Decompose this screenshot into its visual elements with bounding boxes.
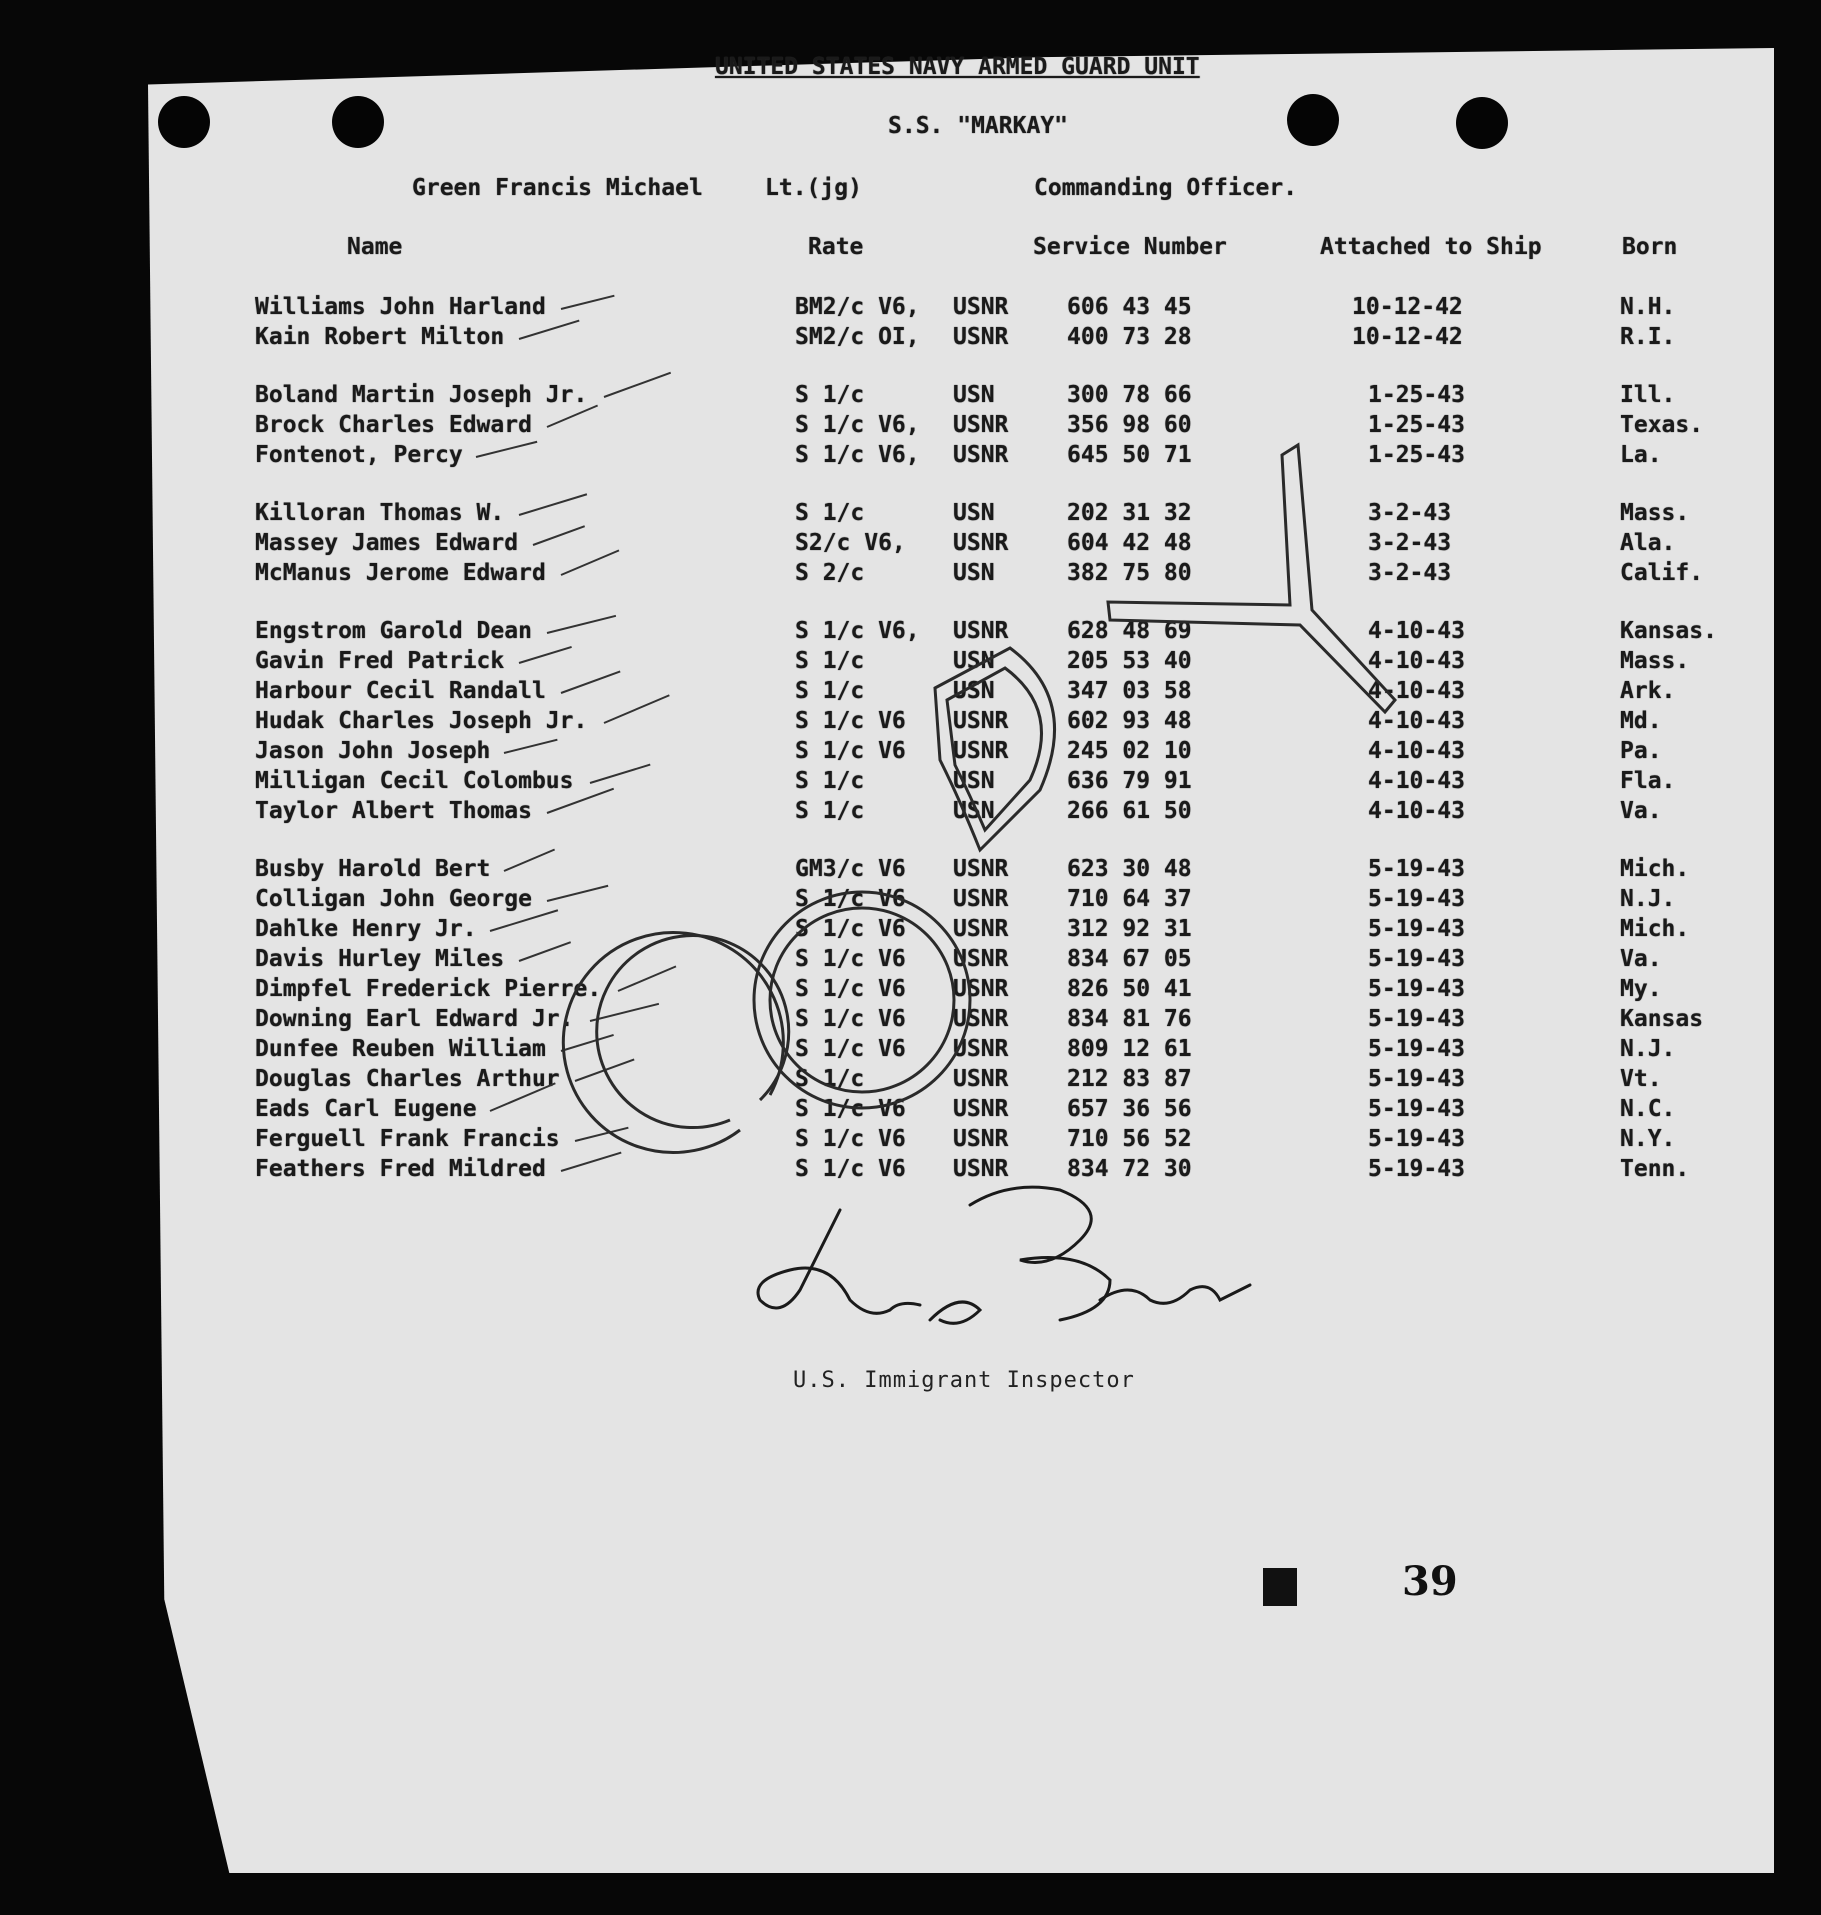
- signature-title: U.S. Immigrant Inspector: [793, 1368, 1135, 1393]
- row-rate: S 1/c V6: [795, 1036, 906, 1062]
- row-name: Hudak Charles Joseph Jr.: [255, 708, 588, 734]
- row-name: Taylor Albert Thomas: [255, 798, 532, 824]
- row-born: Kansas: [1620, 1006, 1704, 1032]
- row-name: Fontenot, Percy: [255, 442, 463, 468]
- row-branch: USNR: [953, 1126, 1009, 1152]
- column-header-rate: Rate: [808, 234, 864, 260]
- row-attached-date: 3-2-43: [1368, 530, 1452, 556]
- row-name: Colligan John George: [255, 886, 532, 912]
- row-name: Dimpfel Frederick Pierre.: [255, 976, 602, 1002]
- row-rate: S 1/c: [795, 648, 865, 674]
- row-service-number: 245 02 10: [1067, 738, 1192, 764]
- row-service-number: 710 56 52: [1067, 1126, 1192, 1152]
- row-attached-date: 1-25-43: [1368, 382, 1465, 408]
- row-branch: USNR: [953, 442, 1009, 468]
- row-name: Massey James Edward: [255, 530, 519, 556]
- row-attached-date: 5-19-43: [1368, 886, 1465, 912]
- row-service-number: 604 42 48: [1067, 530, 1192, 556]
- row-attached-date: 5-19-43: [1368, 1096, 1465, 1122]
- row-born: Pa.: [1620, 738, 1662, 764]
- row-branch: USNR: [953, 856, 1009, 882]
- row-name: Dunfee Reuben William: [255, 1036, 546, 1062]
- row-born: N.Y.: [1620, 1126, 1676, 1152]
- row-branch: USNR: [953, 708, 1009, 734]
- row-branch: USNR: [953, 946, 1009, 972]
- row-branch: USN: [953, 382, 995, 408]
- column-header-attached: Attached to Ship: [1320, 234, 1542, 260]
- row-born: Kansas.: [1620, 618, 1717, 644]
- row-service-number: 628 48 69: [1067, 618, 1192, 644]
- row-branch: USNR: [953, 738, 1009, 764]
- row-branch: USNR: [953, 1036, 1009, 1062]
- row-service-number: 834 67 05: [1067, 946, 1192, 972]
- ship-name: S.S. "MARKAY": [888, 113, 1069, 139]
- officer-rank: Lt.(jg): [765, 175, 862, 201]
- row-attached-date: 5-19-43: [1368, 946, 1465, 972]
- row-service-number: 657 36 56: [1067, 1096, 1192, 1122]
- row-name: Dahlke Henry Jr.: [255, 916, 477, 942]
- row-rate: S 1/c: [795, 798, 865, 824]
- row-service-number: 312 92 31: [1067, 916, 1192, 942]
- row-branch: USNR: [953, 1066, 1009, 1092]
- row-rate: GM3/c V6: [795, 856, 906, 882]
- row-born: R.I.: [1620, 324, 1676, 350]
- row-attached-date: 10-12-42: [1352, 294, 1463, 320]
- row-name: Downing Earl Edward Jr.: [255, 1006, 574, 1032]
- officer-name: Green Francis Michael: [412, 175, 703, 201]
- row-rate: S 1/c: [795, 1066, 865, 1092]
- row-branch: USN: [953, 798, 995, 824]
- row-born: Va.: [1620, 946, 1662, 972]
- row-service-number: 834 72 30: [1067, 1156, 1192, 1182]
- row-attached-date: 5-19-43: [1368, 1126, 1465, 1152]
- row-branch: USNR: [953, 1006, 1009, 1032]
- row-rate: S 1/c V6: [795, 976, 906, 1002]
- row-rate: S 1/c V6: [795, 1006, 906, 1032]
- row-branch: USN: [953, 500, 995, 526]
- row-rate: S 2/c: [795, 560, 865, 586]
- row-branch: USNR: [953, 1096, 1009, 1122]
- row-name: Kain Robert Milton: [255, 324, 505, 350]
- row-name: McManus Jerome Edward: [255, 560, 546, 586]
- row-rate: S 1/c V6,: [795, 618, 920, 644]
- unit-heading: UNITED STATES NAVY ARMED GUARD UNIT: [715, 54, 1200, 80]
- row-name: Feathers Fred Mildred: [255, 1156, 546, 1182]
- row-rate: S 1/c: [795, 382, 865, 408]
- page-number: 39: [1402, 1558, 1458, 1605]
- row-branch: USNR: [953, 294, 1009, 320]
- row-service-number: 602 93 48: [1067, 708, 1192, 734]
- row-service-number: 400 73 28: [1067, 324, 1192, 350]
- row-rate: S 1/c V6: [795, 886, 906, 912]
- row-attached-date: 5-19-43: [1368, 976, 1465, 1002]
- row-name: Williams John Harland: [255, 294, 546, 320]
- row-service-number: 623 30 48: [1067, 856, 1192, 882]
- row-attached-date: 4-10-43: [1368, 768, 1465, 794]
- row-born: La.: [1620, 442, 1662, 468]
- row-born: Fla.: [1620, 768, 1676, 794]
- row-branch: USN: [953, 768, 995, 794]
- row-branch: USN: [953, 648, 995, 674]
- row-born: Tenn.: [1620, 1156, 1690, 1182]
- row-attached-date: 4-10-43: [1368, 798, 1465, 824]
- row-attached-date: 3-2-43: [1368, 500, 1452, 526]
- row-rate: S2/c V6,: [795, 530, 906, 556]
- row-service-number: 205 53 40: [1067, 648, 1192, 674]
- row-branch: USNR: [953, 916, 1009, 942]
- row-attached-date: 1-25-43: [1368, 442, 1465, 468]
- row-branch: USNR: [953, 618, 1009, 644]
- row-name: Harbour Cecil Randall: [255, 678, 546, 704]
- row-branch: USNR: [953, 886, 1009, 912]
- row-name: Killoran Thomas W.: [255, 500, 505, 526]
- row-rate: S 1/c V6: [795, 1126, 906, 1152]
- officer-title: Commanding Officer.: [1034, 175, 1298, 201]
- row-attached-date: 4-10-43: [1368, 618, 1465, 644]
- row-branch: USNR: [953, 976, 1009, 1002]
- row-name: Milligan Cecil Colombus: [255, 768, 574, 794]
- row-attached-date: 5-19-43: [1368, 1036, 1465, 1062]
- row-service-number: 826 50 41: [1067, 976, 1192, 1002]
- row-born: N.J.: [1620, 886, 1676, 912]
- row-rate: S 1/c V6: [795, 708, 906, 734]
- row-name: Jason John Joseph: [255, 738, 491, 764]
- row-service-number: 212 83 87: [1067, 1066, 1192, 1092]
- row-rate: S 1/c: [795, 768, 865, 794]
- row-born: Mich.: [1620, 916, 1690, 942]
- column-header-born: Born: [1622, 234, 1678, 260]
- row-rate: S 1/c V6: [795, 738, 906, 764]
- row-name: Douglas Charles Arthur: [255, 1066, 560, 1092]
- row-service-number: 809 12 61: [1067, 1036, 1192, 1062]
- row-name: Davis Hurley Miles: [255, 946, 505, 972]
- row-name: Boland Martin Joseph Jr.: [255, 382, 588, 408]
- row-born: Mass.: [1620, 648, 1690, 674]
- column-header-name: Name: [347, 234, 403, 260]
- row-service-number: 202 31 32: [1067, 500, 1192, 526]
- row-service-number: 347 03 58: [1067, 678, 1192, 704]
- row-name: Ferguell Frank Francis: [255, 1126, 560, 1152]
- row-service-number: 382 75 80: [1067, 560, 1192, 586]
- row-rate: S 1/c V6: [795, 1096, 906, 1122]
- row-service-number: 636 79 91: [1067, 768, 1192, 794]
- row-born: Calif.: [1620, 560, 1704, 586]
- row-name: Busby Harold Bert: [255, 856, 491, 882]
- row-service-number: 606 43 45: [1067, 294, 1192, 320]
- row-born: N.H.: [1620, 294, 1676, 320]
- row-born: Ill.: [1620, 382, 1676, 408]
- row-born: Md.: [1620, 708, 1662, 734]
- row-service-number: 834 81 76: [1067, 1006, 1192, 1032]
- column-header-service: Service Number: [1033, 234, 1227, 260]
- row-attached-date: 4-10-43: [1368, 678, 1465, 704]
- row-attached-date: 5-19-43: [1368, 916, 1465, 942]
- row-attached-date: 1-25-43: [1368, 412, 1465, 438]
- row-rate: SM2/c OI,: [795, 324, 920, 350]
- row-branch: USNR: [953, 412, 1009, 438]
- row-born: Va.: [1620, 798, 1662, 824]
- row-branch: USNR: [953, 530, 1009, 556]
- smudge-mark: [1263, 1568, 1297, 1606]
- row-branch: USNR: [953, 324, 1009, 350]
- row-branch: USN: [953, 560, 995, 586]
- row-born: My.: [1620, 976, 1662, 1002]
- row-attached-date: 5-19-43: [1368, 1156, 1465, 1182]
- row-attached-date: 10-12-42: [1352, 324, 1463, 350]
- row-born: Vt.: [1620, 1066, 1662, 1092]
- row-born: Mass.: [1620, 500, 1690, 526]
- row-service-number: 266 61 50: [1067, 798, 1192, 824]
- row-rate: S 1/c V6: [795, 1156, 906, 1182]
- row-attached-date: 4-10-43: [1368, 648, 1465, 674]
- row-born: Ark.: [1620, 678, 1676, 704]
- row-branch: USNR: [953, 1156, 1009, 1182]
- row-attached-date: 4-10-43: [1368, 738, 1465, 764]
- row-attached-date: 3-2-43: [1368, 560, 1452, 586]
- row-service-number: 356 98 60: [1067, 412, 1192, 438]
- row-rate: S 1/c V6: [795, 946, 906, 972]
- row-name: Brock Charles Edward: [255, 412, 532, 438]
- row-born: N.C.: [1620, 1096, 1676, 1122]
- row-name: Gavin Fred Patrick: [255, 648, 505, 674]
- row-name: Eads Carl Eugene: [255, 1096, 477, 1122]
- row-born: Texas.: [1620, 412, 1704, 438]
- row-rate: BM2/c V6,: [795, 294, 920, 320]
- row-service-number: 300 78 66: [1067, 382, 1192, 408]
- row-attached-date: 5-19-43: [1368, 1066, 1465, 1092]
- row-rate: S 1/c V6,: [795, 442, 920, 468]
- row-name: Engstrom Garold Dean: [255, 618, 532, 644]
- row-rate: S 1/c V6: [795, 916, 906, 942]
- row-rate: S 1/c: [795, 500, 865, 526]
- row-service-number: 645 50 71: [1067, 442, 1192, 468]
- row-rate: S 1/c: [795, 678, 865, 704]
- row-attached-date: 5-19-43: [1368, 856, 1465, 882]
- row-branch: USN: [953, 678, 995, 704]
- row-attached-date: 5-19-43: [1368, 1006, 1465, 1032]
- row-born: Ala.: [1620, 530, 1676, 556]
- row-born: N.J.: [1620, 1036, 1676, 1062]
- row-service-number: 710 64 37: [1067, 886, 1192, 912]
- row-attached-date: 4-10-43: [1368, 708, 1465, 734]
- row-rate: S 1/c V6,: [795, 412, 920, 438]
- row-born: Mich.: [1620, 856, 1690, 882]
